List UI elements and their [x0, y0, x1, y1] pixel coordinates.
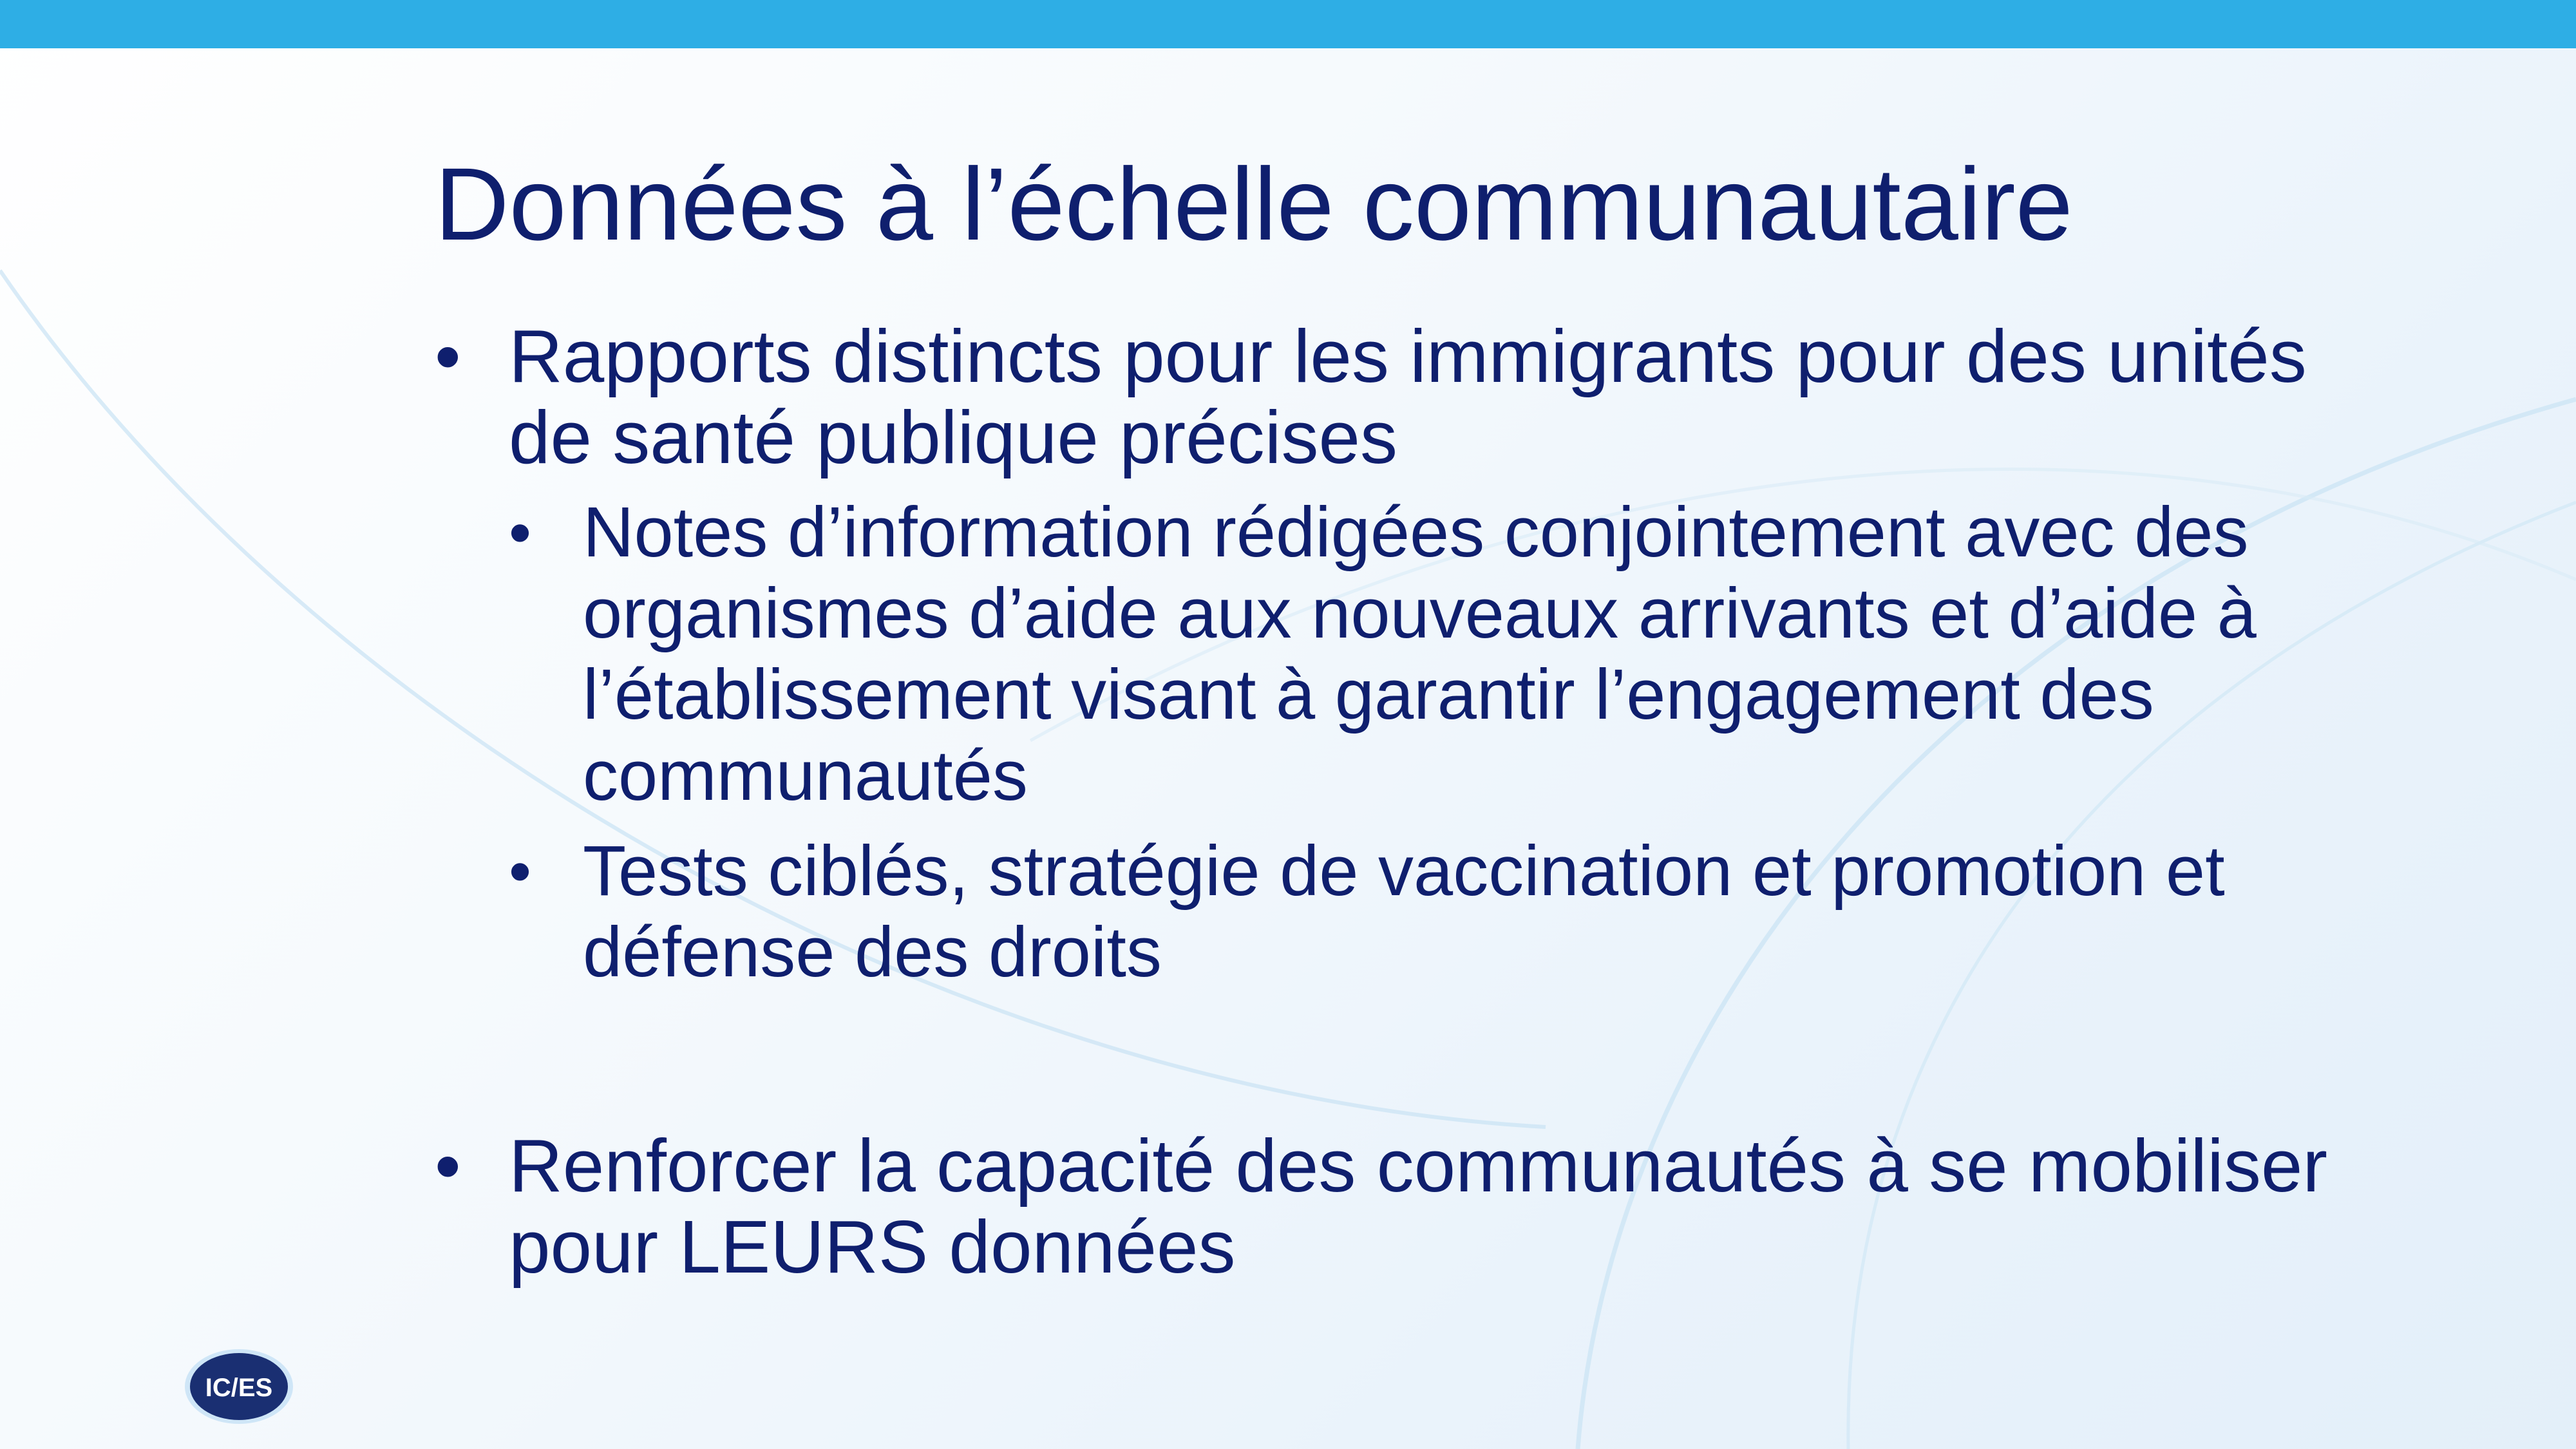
- slide-title: Données à l’échelle communautaire: [435, 146, 2073, 261]
- sub-bullet-list: [509, 492, 2367, 993]
- logo-text: IC/ES: [205, 1374, 273, 1402]
- bullet-list: [435, 316, 2367, 1287]
- bullet-text: Rapports distincts pour les immigrants pour des unités de santé publique précises: [509, 314, 2307, 479]
- sub-bullet-item: • Tests ciblés, stratégie de vaccination et promotion et défense des droits: [509, 831, 2367, 993]
- bullet-item: [435, 316, 2367, 993]
- bullet-item: [435, 1125, 2367, 1287]
- bullet-text: Renforcer la capacité des communautés à se mobiliser pour LEURS données: [509, 1124, 2327, 1289]
- sub-bullet-item: • Notes d’information rédigées conjointement avec des organismes d’aide aux nouveaux arrivants et d’aide à l’établissement visant à garantir l’engagement des communautés: [509, 492, 2367, 817]
- ices-logo: [180, 1345, 298, 1428]
